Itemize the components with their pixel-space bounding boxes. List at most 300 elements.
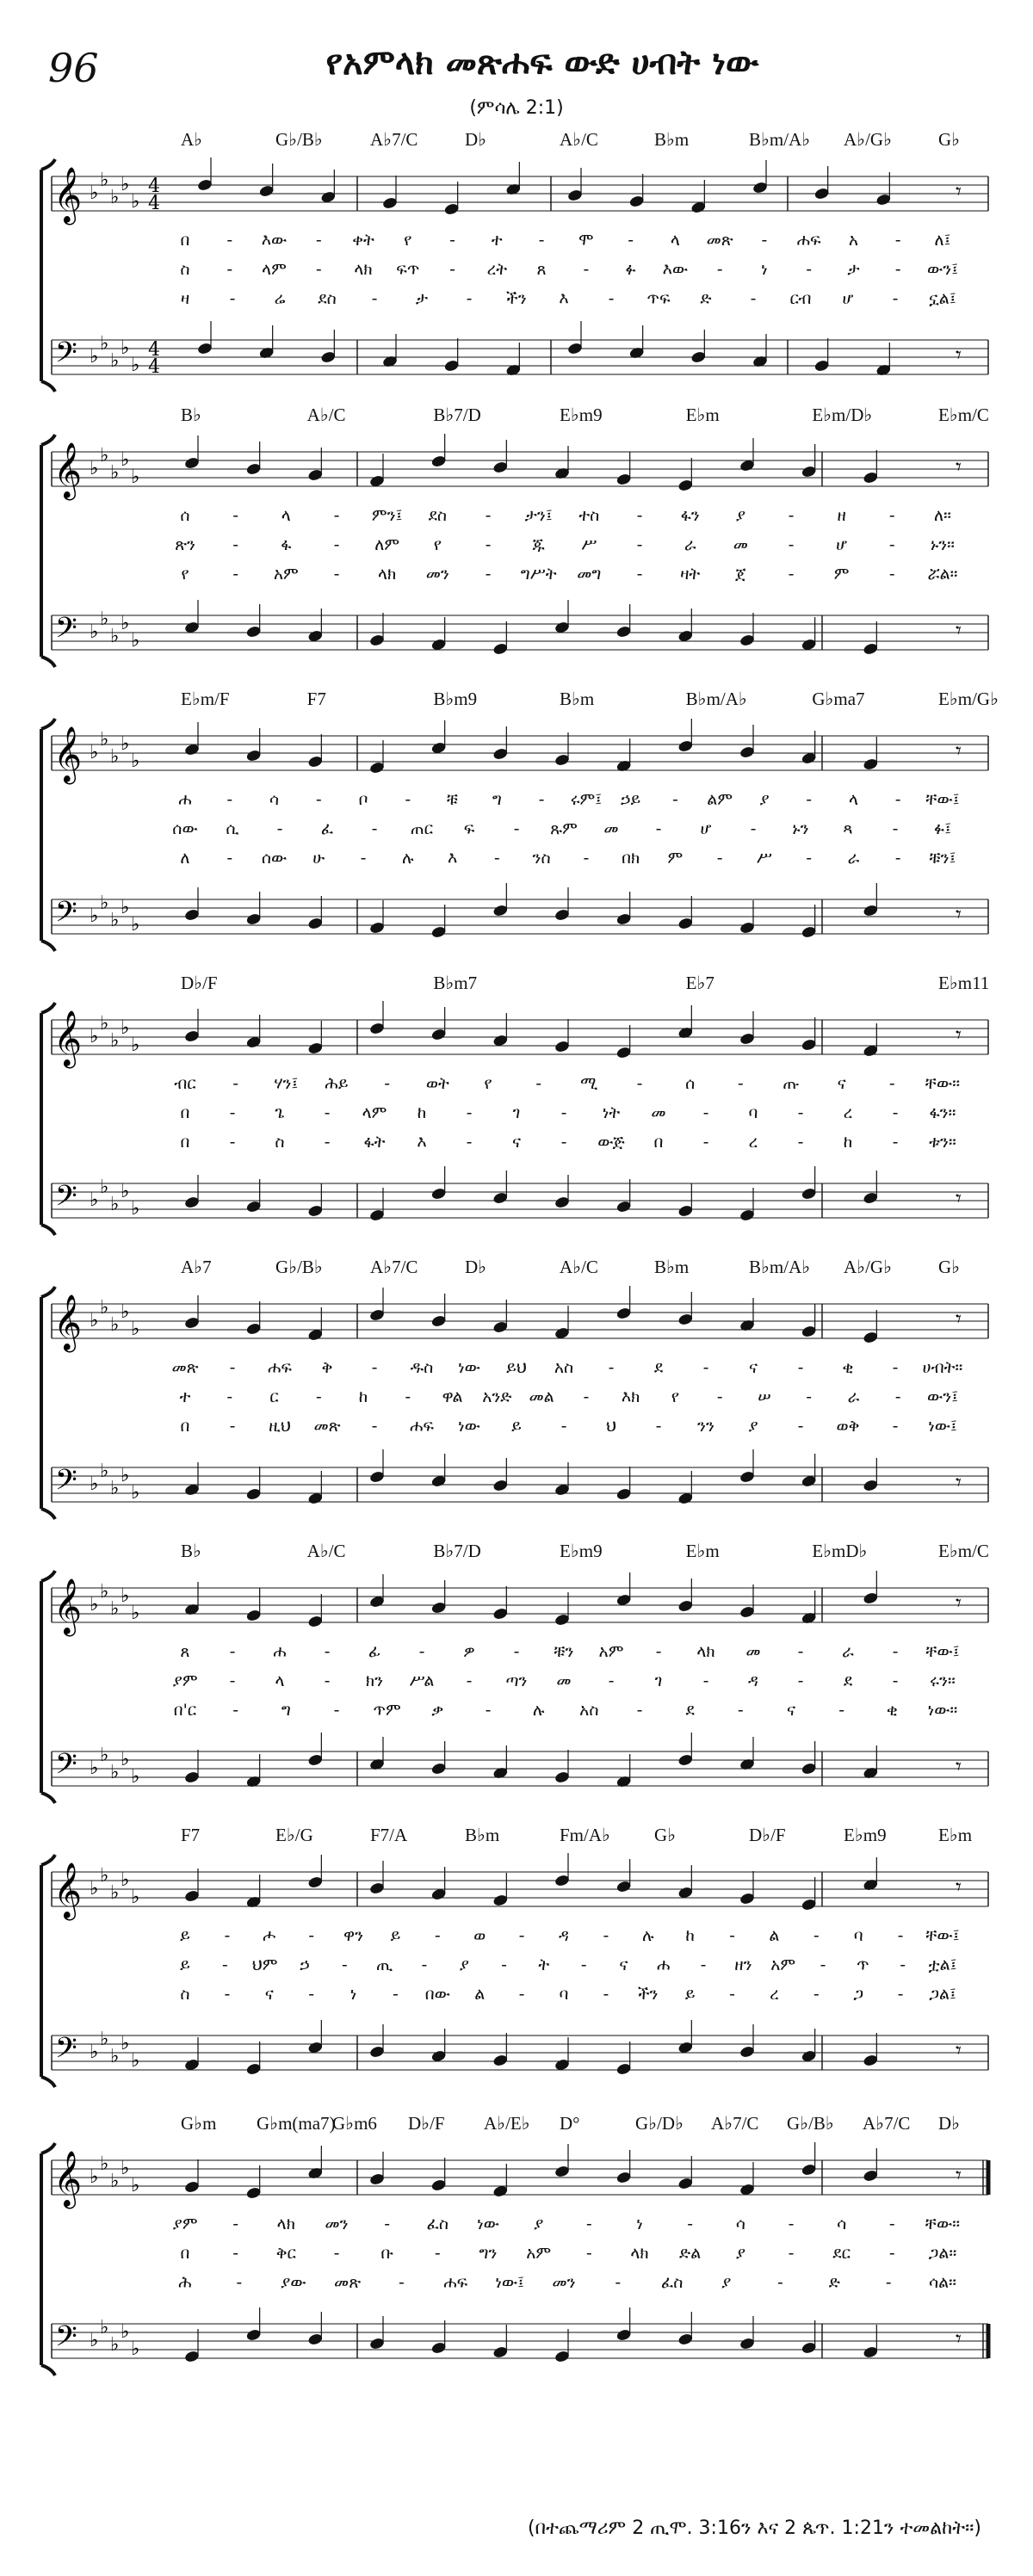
lyric-syllable: - [585, 2215, 592, 2233]
lyric-syllable: - [892, 1417, 899, 1436]
key-signature-flat: ♭ [121, 897, 130, 918]
lyric-syllable: - [315, 231, 322, 250]
key-signature-flat: ♭ [90, 1473, 99, 1495]
lyric-syllable: ድ [700, 289, 712, 308]
lyric-syllable: ል [474, 1985, 486, 2004]
lyric-syllable: ሰው [172, 819, 198, 838]
key-signature-flat: ♭ [90, 1310, 99, 1331]
chord-symbol: G♭ma7 [812, 689, 865, 709]
lyric-syllable: - [885, 2273, 892, 2292]
key-signature-flat: ♭ [100, 1013, 109, 1035]
chord-symbol: B♭m/A♭ [685, 689, 747, 709]
lyric-syllable: ሬ [274, 289, 286, 308]
lyric-syllable: ከ [417, 1103, 427, 1122]
bass-clef-icon: 𝄢 [55, 612, 77, 652]
lyric-syllable: - [232, 535, 239, 554]
lyric-syllable: - [806, 260, 813, 279]
lyric-line-3 [0, 1133, 1033, 1155]
lyric-syllable: በ [180, 2244, 190, 2263]
lyric-syllable: ሰው [261, 849, 288, 868]
lyric-syllable: - [603, 1985, 609, 2004]
lyric-syllable: ኑን። [930, 535, 956, 554]
lyric-syllable: ና [511, 1133, 522, 1152]
lyric-syllable: መጽ [706, 231, 733, 250]
lyric-syllable: ያ [533, 2215, 544, 2233]
lyric-syllable: ታን፤ [524, 506, 553, 525]
lyric-syllable: - [324, 1133, 331, 1152]
chord-symbol: E♭m/C [938, 1541, 989, 1561]
lyric-syllable: ሲ [226, 819, 239, 838]
lyric-line-1 [0, 1074, 1033, 1096]
lyric-syllable: - [226, 1387, 233, 1406]
chord-symbol: G♭/D♭ [635, 2113, 684, 2134]
lyric-syllable: የ [181, 565, 189, 584]
lyric-syllable: ፉ [625, 260, 636, 279]
lyric-syllable: - [518, 1926, 525, 1945]
lyric-syllable: - [434, 1926, 441, 1945]
lyric-syllable: ደ [843, 1671, 853, 1690]
lyric-syllable: ነው [477, 2215, 499, 2233]
lyric-syllable: ምን፤ [371, 506, 403, 525]
lyric-syllable: ቹ [447, 790, 459, 809]
lyric-syllable: - [449, 231, 456, 250]
system-6 [0, 1541, 1033, 1833]
lyric-syllable: ቸው፤ [925, 1926, 960, 1945]
treble-clef-icon: 𝄞 [53, 1578, 83, 1634]
lyric-syllable: - [485, 535, 492, 554]
bass-clef-icon: 𝄢 [55, 1180, 77, 1220]
chord-symbol: E♭m/C [938, 405, 989, 425]
lyric-syllable: ልም [707, 790, 733, 809]
lyric-syllable: በ [180, 231, 190, 250]
lyric-syllable: ክን [365, 1671, 384, 1690]
key-signature-flat: ♭ [110, 1030, 120, 1052]
lyric-syllable: - [371, 289, 378, 308]
lyric-syllable: ግ [281, 1701, 291, 1720]
lyric-syllable: ላም [362, 1103, 387, 1122]
key-signature-flat: ♭ [90, 1757, 99, 1779]
lyric-syllable: መል [529, 1387, 554, 1406]
key-signature-flat: ♭ [100, 2029, 109, 2050]
lyric-syllable: የ [433, 535, 442, 554]
key-signature-flat: ♭ [90, 742, 99, 763]
lyric-syllable: - [636, 506, 643, 525]
lyric-syllable: ፈስ [660, 2273, 684, 2292]
lyric-syllable: ጥፍ [646, 289, 671, 308]
lyric-syllable: ለ። [933, 506, 952, 525]
chord-symbol: A♭/G♭ [844, 129, 892, 150]
key-signature-flat: ♭ [121, 337, 130, 359]
lyric-syllable: ያ [735, 506, 746, 525]
lyric-syllable: ወቅ [836, 1417, 860, 1436]
lyric-syllable: ይ [180, 1955, 190, 1974]
key-signature-flat: ♭ [100, 445, 109, 466]
lyric-syllable: ጋ [853, 1985, 864, 2004]
lyric-syllable: ቸው። [925, 1074, 961, 1093]
key-signature-flat: ♭ [131, 1887, 140, 1908]
lyric-syllable: በ [653, 1133, 664, 1152]
lyric-syllable: በ [180, 1133, 190, 1152]
lyric-syllable: ቂ [886, 1701, 898, 1720]
key-signature-flat: ♭ [131, 191, 140, 213]
lyric-line-3 [0, 1701, 1033, 1723]
key-signature-flat: ♭ [121, 1017, 130, 1039]
lyric-syllable: የ [484, 1074, 492, 1093]
lyric-syllable: ጸ [536, 260, 547, 279]
lyric-syllable: ሆ [700, 819, 712, 838]
chord-symbol: G♭ [938, 129, 961, 150]
lyric-syllable: ፈስ [426, 2215, 449, 2233]
chord-symbol: B♭m9 [433, 689, 478, 709]
lyric-syllable: - [518, 1985, 525, 2004]
lyric-syllable: - [405, 790, 411, 809]
lyric-syllable: ላክ [630, 2244, 649, 2263]
lyric-syllable: ጥ [857, 1955, 869, 1974]
lyric-syllable: ራ [847, 1387, 860, 1406]
lyric-syllable: ውን፤ [927, 1387, 958, 1406]
lyric-syllable: ያም [172, 2215, 198, 2233]
key-signature-flat: ♭ [131, 1482, 140, 1504]
key-signature-flat: ♭ [110, 2334, 120, 2356]
lyric-syllable: ደ [685, 1701, 695, 1720]
lyric-syllable: ጡ [782, 1074, 800, 1093]
lyric-syllable: የ [671, 1387, 680, 1406]
system-8 [0, 2113, 1033, 2406]
lyric-syllable: ለ [180, 849, 190, 868]
chord-symbol: E♭mD♭ [812, 1541, 868, 1561]
lyric-syllable: ለም [374, 535, 400, 554]
key-signature-flat: ♭ [131, 1766, 140, 1788]
lyric-syllable: ሳል። [928, 2273, 957, 2292]
chord-symbol: D♭ [465, 1257, 487, 1277]
lyric-syllable: - [892, 1671, 899, 1690]
key-signature-flat: ♭ [131, 630, 140, 652]
chord-symbol: G♭ [938, 1257, 961, 1277]
chord-symbol: A♭/C [306, 1541, 346, 1561]
lyric-syllable: መን [425, 565, 449, 584]
lyric-line-2 [0, 1103, 1033, 1126]
lyric-syllable: ጽን [175, 535, 195, 554]
bass-clef-icon: 𝄢 [55, 2032, 77, 2072]
lyric-syllable: - [603, 1926, 609, 1945]
chord-symbol: B♭m [465, 1825, 500, 1845]
lyric-line-3 [0, 565, 1033, 587]
lyric-syllable: - [232, 2244, 239, 2263]
lyric-syllable: - [421, 1955, 428, 1974]
lyric-syllable: ቸው፤ [925, 790, 960, 809]
chord-symbol: B♭m7 [433, 973, 478, 993]
lyric-syllable: - [894, 260, 901, 279]
lyric-syllable: - [716, 849, 723, 868]
chord-symbol: B♭m [560, 689, 595, 709]
lyric-syllable: - [513, 819, 520, 838]
lyric-syllable: ራ [842, 1642, 854, 1661]
key-signature-flat: ♭ [121, 1181, 130, 1202]
lyric-syllable: በ [180, 1417, 190, 1436]
lyric-syllable: ሩም፤ [570, 790, 603, 809]
lyric-syllable: - [892, 1642, 899, 1661]
key-signature-flat: ♭ [110, 1598, 120, 1620]
key-signature-flat: ♭ [121, 1749, 130, 1770]
lyric-syllable: - [229, 1417, 236, 1436]
lyric-syllable: - [888, 506, 895, 525]
lyric-syllable: ሩን። [930, 1671, 956, 1690]
key-signature-flat: ♭ [100, 2317, 109, 2338]
lyric-syllable: ችን [506, 289, 527, 308]
key-signature-flat: ♭ [121, 174, 130, 195]
eighth-rest-icon: 𝄾 [956, 1470, 962, 1496]
key-signature-flat: ♭ [100, 170, 109, 191]
lyric-syllable: - [788, 506, 795, 525]
key-signature-flat: ♭ [100, 1745, 109, 1766]
lyric-syllable: - [636, 565, 643, 584]
lyric-syllable: ሐ [273, 1642, 287, 1661]
lyric-syllable: - [324, 1671, 331, 1690]
lyric-syllable: አስ [579, 1701, 599, 1720]
lyric-syllable: ይህ [506, 1358, 527, 1377]
lyric-syllable: - [806, 790, 813, 809]
chord-symbol: A♭7/C [370, 129, 418, 150]
lyric-syllable: - [466, 1671, 473, 1690]
key-signature-flat: ♭ [110, 1882, 120, 1904]
lyric-line-3 [0, 1985, 1033, 2007]
treble-clef-icon: 𝄞 [53, 1010, 83, 1066]
lyric-syllable: - [797, 1642, 804, 1661]
lyric-syllable: እው [261, 231, 288, 250]
chord-symbol: B♭7/D [433, 405, 481, 425]
lyric-syllable: - [560, 1133, 567, 1152]
lyric-syllable: ገ [654, 1671, 663, 1690]
lyric-line-1 [0, 790, 1033, 812]
lyric-syllable: - [466, 1103, 473, 1122]
key-signature-flat: ♭ [131, 1603, 140, 1624]
lyric-syllable: ደ [653, 1358, 664, 1377]
lyric-syllable: ረ [770, 1985, 779, 2004]
lyric-syllable: አ [848, 231, 859, 250]
key-signature-flat: ♭ [100, 1581, 109, 1603]
chord-symbol: A♭/G♭ [844, 1257, 892, 1277]
lyric-syllable: ት [538, 1955, 550, 1974]
lyric-syllable: - [608, 289, 615, 308]
lyric-syllable: ተ [179, 1387, 191, 1406]
lyric-line-3 [0, 2273, 1033, 2295]
bass-clef-icon: 𝄢 [55, 337, 77, 376]
lyric-syllable: - [838, 1701, 845, 1720]
lyric-syllable: ሀብት። [922, 1358, 963, 1377]
lyric-syllable: ሁ [312, 849, 325, 868]
lyric-syllable: ኗል፤ [929, 289, 956, 308]
key-signature-flat: ♭ [121, 733, 130, 755]
time-signature: 4 [148, 339, 160, 361]
lyric-syllable: መ [603, 819, 619, 838]
key-signature-flat: ♭ [90, 2330, 99, 2351]
chord-symbol: G♭m(ma7) [257, 2113, 336, 2134]
key-signature-flat: ♭ [131, 355, 140, 376]
lyric-syllable: ዎ [463, 1642, 475, 1661]
chord-symbol: G♭/B♭ [275, 129, 323, 150]
lyric-syllable: - [371, 819, 378, 838]
lyric-syllable: - [580, 1955, 587, 1974]
lyric-syllable: - [655, 819, 662, 838]
lyric-syllable: - [797, 1103, 804, 1122]
bass-clef-icon: 𝄢 [55, 1748, 77, 1788]
lyric-syllable: ስ [180, 1985, 190, 2004]
lyric-syllable: ባ [559, 1985, 569, 2004]
lyric-syllable: - [315, 260, 322, 279]
lyric-syllable: - [229, 1358, 236, 1377]
eighth-rest-icon: 𝄾 [956, 179, 962, 205]
lyric-syllable: ሐፍ [268, 1358, 292, 1377]
eighth-rest-icon: 𝄾 [956, 618, 962, 644]
lyric-syllable: ሃን፤ [274, 1074, 299, 1093]
key-signature-flat: ♭ [100, 893, 109, 914]
lyric-syllable: ብር [174, 1074, 196, 1093]
lyric-syllable: ቱን። [929, 1133, 956, 1152]
lyric-line-3 [0, 1417, 1033, 1439]
lyric-syllable: ራ [847, 849, 860, 868]
chord-symbol: D♭ [465, 129, 487, 150]
lyric-syllable: - [729, 1926, 735, 1945]
key-signature-flat: ♭ [100, 729, 109, 751]
lyric-syllable: አንድ [482, 1387, 512, 1406]
lyric-line-1 [0, 506, 1033, 528]
lyric-syllable: - [892, 1133, 899, 1152]
lyric-syllable: - [892, 1103, 899, 1122]
lyric-line-2 [0, 1671, 1033, 1694]
lyric-syllable: ዛ [180, 289, 190, 308]
lyric-syllable: ኃ [300, 1955, 310, 1974]
lyric-syllable: - [628, 231, 634, 250]
lyric-syllable: - [308, 1926, 315, 1945]
lyric-line-1 [0, 2215, 1033, 2237]
lyric-syllable: ቡ [380, 2244, 393, 2263]
system-3 [0, 689, 1033, 981]
lyric-syllable: - [702, 1103, 709, 1122]
lyric-syllable: ንስ [532, 849, 551, 868]
key-signature-flat: ♭ [131, 2175, 140, 2196]
key-signature-flat: ♭ [100, 2153, 109, 2175]
lyric-syllable: - [398, 2273, 405, 2292]
chord-symbol: E♭m [685, 1541, 720, 1561]
chord-symbol: A♭7/C [863, 2113, 911, 2134]
lyric-syllable: ድ [828, 2273, 840, 2292]
key-signature-flat: ♭ [110, 350, 120, 372]
lyric-syllable: - [797, 1133, 804, 1152]
lyric-syllable: ነው። [927, 1701, 958, 1720]
lyric-syllable: ና [748, 1358, 758, 1377]
system-1 [0, 129, 1033, 422]
lyric-syllable: - [333, 506, 340, 525]
lyric-syllable: ሳ [837, 2215, 847, 2233]
key-signature-flat: ♭ [100, 1461, 109, 1482]
treble-clef-icon: 𝄞 [53, 2151, 83, 2207]
lyric-syllable: እ [559, 289, 569, 308]
lyric-syllable: - [897, 1985, 904, 2004]
lyric-syllable: ላ [281, 506, 291, 525]
lyric-syllable: - [333, 2244, 340, 2263]
lyric-syllable: መ [556, 1671, 572, 1690]
key-signature-flat: ♭ [110, 2046, 120, 2067]
lyric-syllable: - [788, 535, 795, 554]
footer-note: (በተጨማሪም 2 ጢሞ. 3:16ን እና 2 ጴጥ. 1:21ን ተመልከት።) [527, 2517, 981, 2539]
eighth-rest-icon: 𝄾 [956, 1307, 962, 1332]
lyric-syllable: - [655, 1417, 662, 1436]
lyric-syllable: ውጅ [597, 1133, 625, 1152]
lyric-syllable: ሐ [178, 790, 192, 809]
lyric-syllable: - [371, 1358, 378, 1377]
lyric-syllable: በው [424, 1985, 450, 2004]
lyric-syllable: - [232, 565, 239, 584]
lyric-syllable: ታ [847, 260, 860, 279]
key-signature-flat: ♭ [110, 1194, 120, 1215]
lyric-syllable: ር [269, 1387, 279, 1406]
lyric-syllable: - [485, 1701, 492, 1720]
lyric-syllable: - [226, 231, 233, 250]
lyric-syllable: ጠር [410, 819, 434, 838]
lyric-syllable: እክ [621, 1387, 640, 1406]
lyric-syllable: መን [325, 2215, 349, 2233]
lyric-syllable: - [333, 565, 340, 584]
lyric-syllable: መግ [577, 565, 602, 584]
key-signature-flat: ♭ [100, 1865, 109, 1887]
key-signature-flat: ♭ [110, 462, 120, 484]
lyric-line-2 [0, 2244, 1033, 2266]
lyric-syllable: - [716, 260, 723, 279]
lyric-syllable: ና [837, 1074, 846, 1093]
lyric-syllable: - [894, 790, 901, 809]
lyric-syllable: - [493, 849, 500, 868]
lyric-syllable: ዘ [837, 506, 846, 525]
lyric-syllable: - [797, 1671, 804, 1690]
lyric-syllable: እ [417, 1133, 427, 1152]
key-signature-flat: ♭ [121, 2033, 130, 2054]
chord-symbol: E♭m [685, 405, 720, 425]
lyric-syllable: ህ [605, 1417, 617, 1436]
key-signature-flat: ♭ [90, 1878, 99, 1900]
lyric-syllable: ይ [684, 1985, 696, 2004]
lyric-syllable: ፋ [281, 535, 292, 554]
key-signature-flat: ♭ [100, 1177, 109, 1198]
time-signature: 4 [148, 356, 160, 378]
time-signature: 4 [148, 193, 160, 214]
key-signature-flat: ♭ [121, 2321, 130, 2343]
lyric-syllable: - [615, 2273, 622, 2292]
key-signature-flat: ♭ [90, 346, 99, 368]
treble-clef-icon: 𝄞 [53, 1294, 83, 1350]
lyric-syllable: ዋል [442, 1387, 463, 1406]
lyric-syllable: - [276, 819, 283, 838]
eighth-rest-icon: 𝄾 [956, 1754, 962, 1780]
eighth-rest-icon: 𝄾 [956, 1022, 962, 1048]
key-signature-flat: ♭ [110, 746, 120, 768]
lyric-syllable: ቦ [358, 790, 368, 809]
key-signature-flat: ♭ [110, 1478, 120, 1499]
chord-symbol: G♭ [654, 1825, 677, 1845]
lyric-syllable: ሳ [735, 2215, 745, 2233]
key-signature-flat: ♭ [110, 626, 120, 647]
lyric-syllable: ሐ [657, 1955, 671, 1974]
chord-symbol: E♭m [938, 1825, 973, 1845]
chord-symbol: D° [560, 2113, 580, 2134]
key-signature-flat: ♭ [90, 182, 99, 204]
lyric-syllable: - [535, 1074, 542, 1093]
lyric-syllable: ጋል፤ [929, 1985, 956, 2004]
lyric-syllable: - [671, 790, 678, 809]
lyric-syllable: ቹን [554, 1642, 574, 1661]
lyric-syllable: ያ [759, 790, 770, 809]
chord-symbol: G♭m [181, 2113, 217, 2134]
chord-symbol: E♭m/G♭ [938, 689, 999, 709]
